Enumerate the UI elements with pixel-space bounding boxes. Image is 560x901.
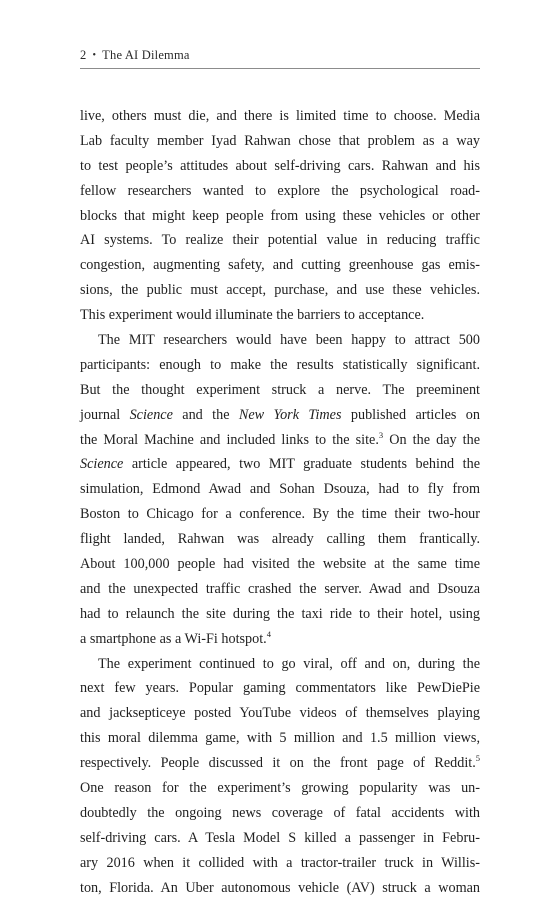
text-segment: to test people’s attitudes about self-driving cars. Rahwan and his — [80, 157, 480, 174]
text-line — [80, 378, 480, 403]
text-segment: congestion, augmenting safety, and cutting greenhouse gas emis- — [80, 257, 480, 274]
text-segment: and the — [172, 406, 239, 423]
text-segment: ton, Florida. An Uber autonomous vehicle (AV) struck a woman — [80, 879, 480, 896]
body-text — [80, 104, 480, 901]
text-segment: ary 2016 when it collided with a tractor-trailer truck in Willis- — [80, 854, 480, 871]
text-segment: blocks that might keep people from using these vehicles or other — [80, 207, 480, 224]
text-segment: published articles on — [341, 406, 480, 423]
text-line — [80, 353, 480, 378]
text-segment: simulation, Edmond Awad and Sohan Dsouza, had to fly from — [80, 481, 480, 498]
text-segment: The MIT researchers would have been happy to attract 500 — [98, 332, 480, 349]
text-segment: the Moral Machine and included links to the site. — [80, 431, 379, 448]
text-line — [80, 876, 480, 901]
text-segment: This experiment would illuminate the barriers to acceptance. — [80, 307, 425, 324]
text-segment: and jacksepticeye posted YouTube videos of themselves playing — [80, 705, 480, 722]
footnote-marker: 5 — [475, 753, 480, 764]
text-line — [80, 204, 480, 229]
header-rule — [80, 68, 480, 69]
italic-title: Science — [129, 406, 173, 423]
text-segment: About 100,000 people had visited the website at the same time — [80, 556, 480, 573]
text-line — [80, 801, 480, 826]
text-segment: doubtedly the ongoing news coverage of fatal accidents with — [80, 804, 480, 821]
text-line — [80, 577, 480, 602]
text-segment: fellow researchers wanted to explore the psychological road- — [80, 182, 480, 199]
text-segment: next few years. Popular gaming commentators like PewDiePie — [80, 680, 480, 697]
text-line — [80, 104, 480, 129]
text-line — [80, 502, 480, 527]
text-line — [80, 552, 480, 577]
text-line — [80, 527, 480, 552]
text-segment: flight landed, Rahwan was already calling them frantically. — [80, 531, 480, 548]
text-segment: a smartphone as a Wi-Fi hotspot. — [80, 630, 267, 647]
text-segment: AI systems. To realize their potential value in reducing traffic — [80, 232, 480, 249]
book-title: The AI Dilemma — [102, 48, 190, 62]
text-segment: had to relaunch the site during the taxi ride to their hotel, using — [80, 605, 480, 622]
footnote-marker: 3 — [378, 429, 384, 440]
running-head — [80, 47, 190, 65]
text-line — [80, 726, 480, 751]
footnote-marker: 4 — [266, 628, 271, 639]
text-segment: The experiment continued to go viral, off and on, during the — [98, 655, 480, 672]
text-line — [80, 452, 480, 477]
text-line — [80, 228, 480, 253]
text-line — [80, 701, 480, 726]
text-segment: On the day the — [383, 431, 480, 448]
text-line — [80, 627, 480, 652]
text-segment: One reason for the experiment’s growing popularity was un- — [80, 780, 480, 797]
text-line — [80, 179, 480, 204]
text-line — [80, 851, 480, 876]
text-line — [80, 428, 480, 453]
text-segment: But the thought experiment struck a nerve. The preeminent — [80, 381, 480, 398]
text-line — [80, 129, 480, 154]
text-segment: sions, the public must accept, purchase, and use these vehicles. — [80, 282, 480, 299]
text-line — [80, 602, 480, 627]
text-line — [80, 403, 480, 428]
text-segment: self-driving cars. A Tesla Model S killed a passenger in Febru- — [80, 829, 480, 846]
text-line — [80, 154, 480, 179]
text-segment: live, others must die, and there is limited time to choose. Media — [80, 108, 480, 124]
header-separator: • — [92, 50, 97, 61]
text-segment: respectively. People discussed it on the front page of Reddit. — [80, 755, 476, 772]
text-line — [80, 278, 480, 303]
text-segment: Boston to Chicago for a conference. By the time their two-hour — [80, 506, 480, 523]
text-line — [80, 776, 480, 801]
italic-title: New York Times — [238, 406, 342, 423]
text-line — [80, 303, 480, 328]
text-line — [80, 477, 480, 502]
text-line — [80, 328, 480, 353]
text-line — [80, 676, 480, 701]
text-segment: and the unexpected traffic crashed the server. Awad and Dsouza — [80, 580, 480, 597]
text-line — [80, 826, 480, 851]
text-segment: Lab faculty member Iyad Rahwan chose that problem as a way — [80, 132, 480, 149]
text-line — [80, 652, 480, 677]
italic-title: Science — [80, 456, 124, 473]
text-segment: article appeared, two MIT graduate students behind the — [123, 456, 480, 473]
text-segment: journal — [80, 406, 130, 423]
page-number: 2 — [80, 48, 87, 62]
text-segment: this moral dilemma game, with 5 million and 1.5 million views, — [80, 730, 480, 747]
text-segment: participants: enough to make the results statistically significant. — [80, 356, 480, 373]
text-line — [80, 751, 480, 776]
text-line — [80, 253, 480, 278]
